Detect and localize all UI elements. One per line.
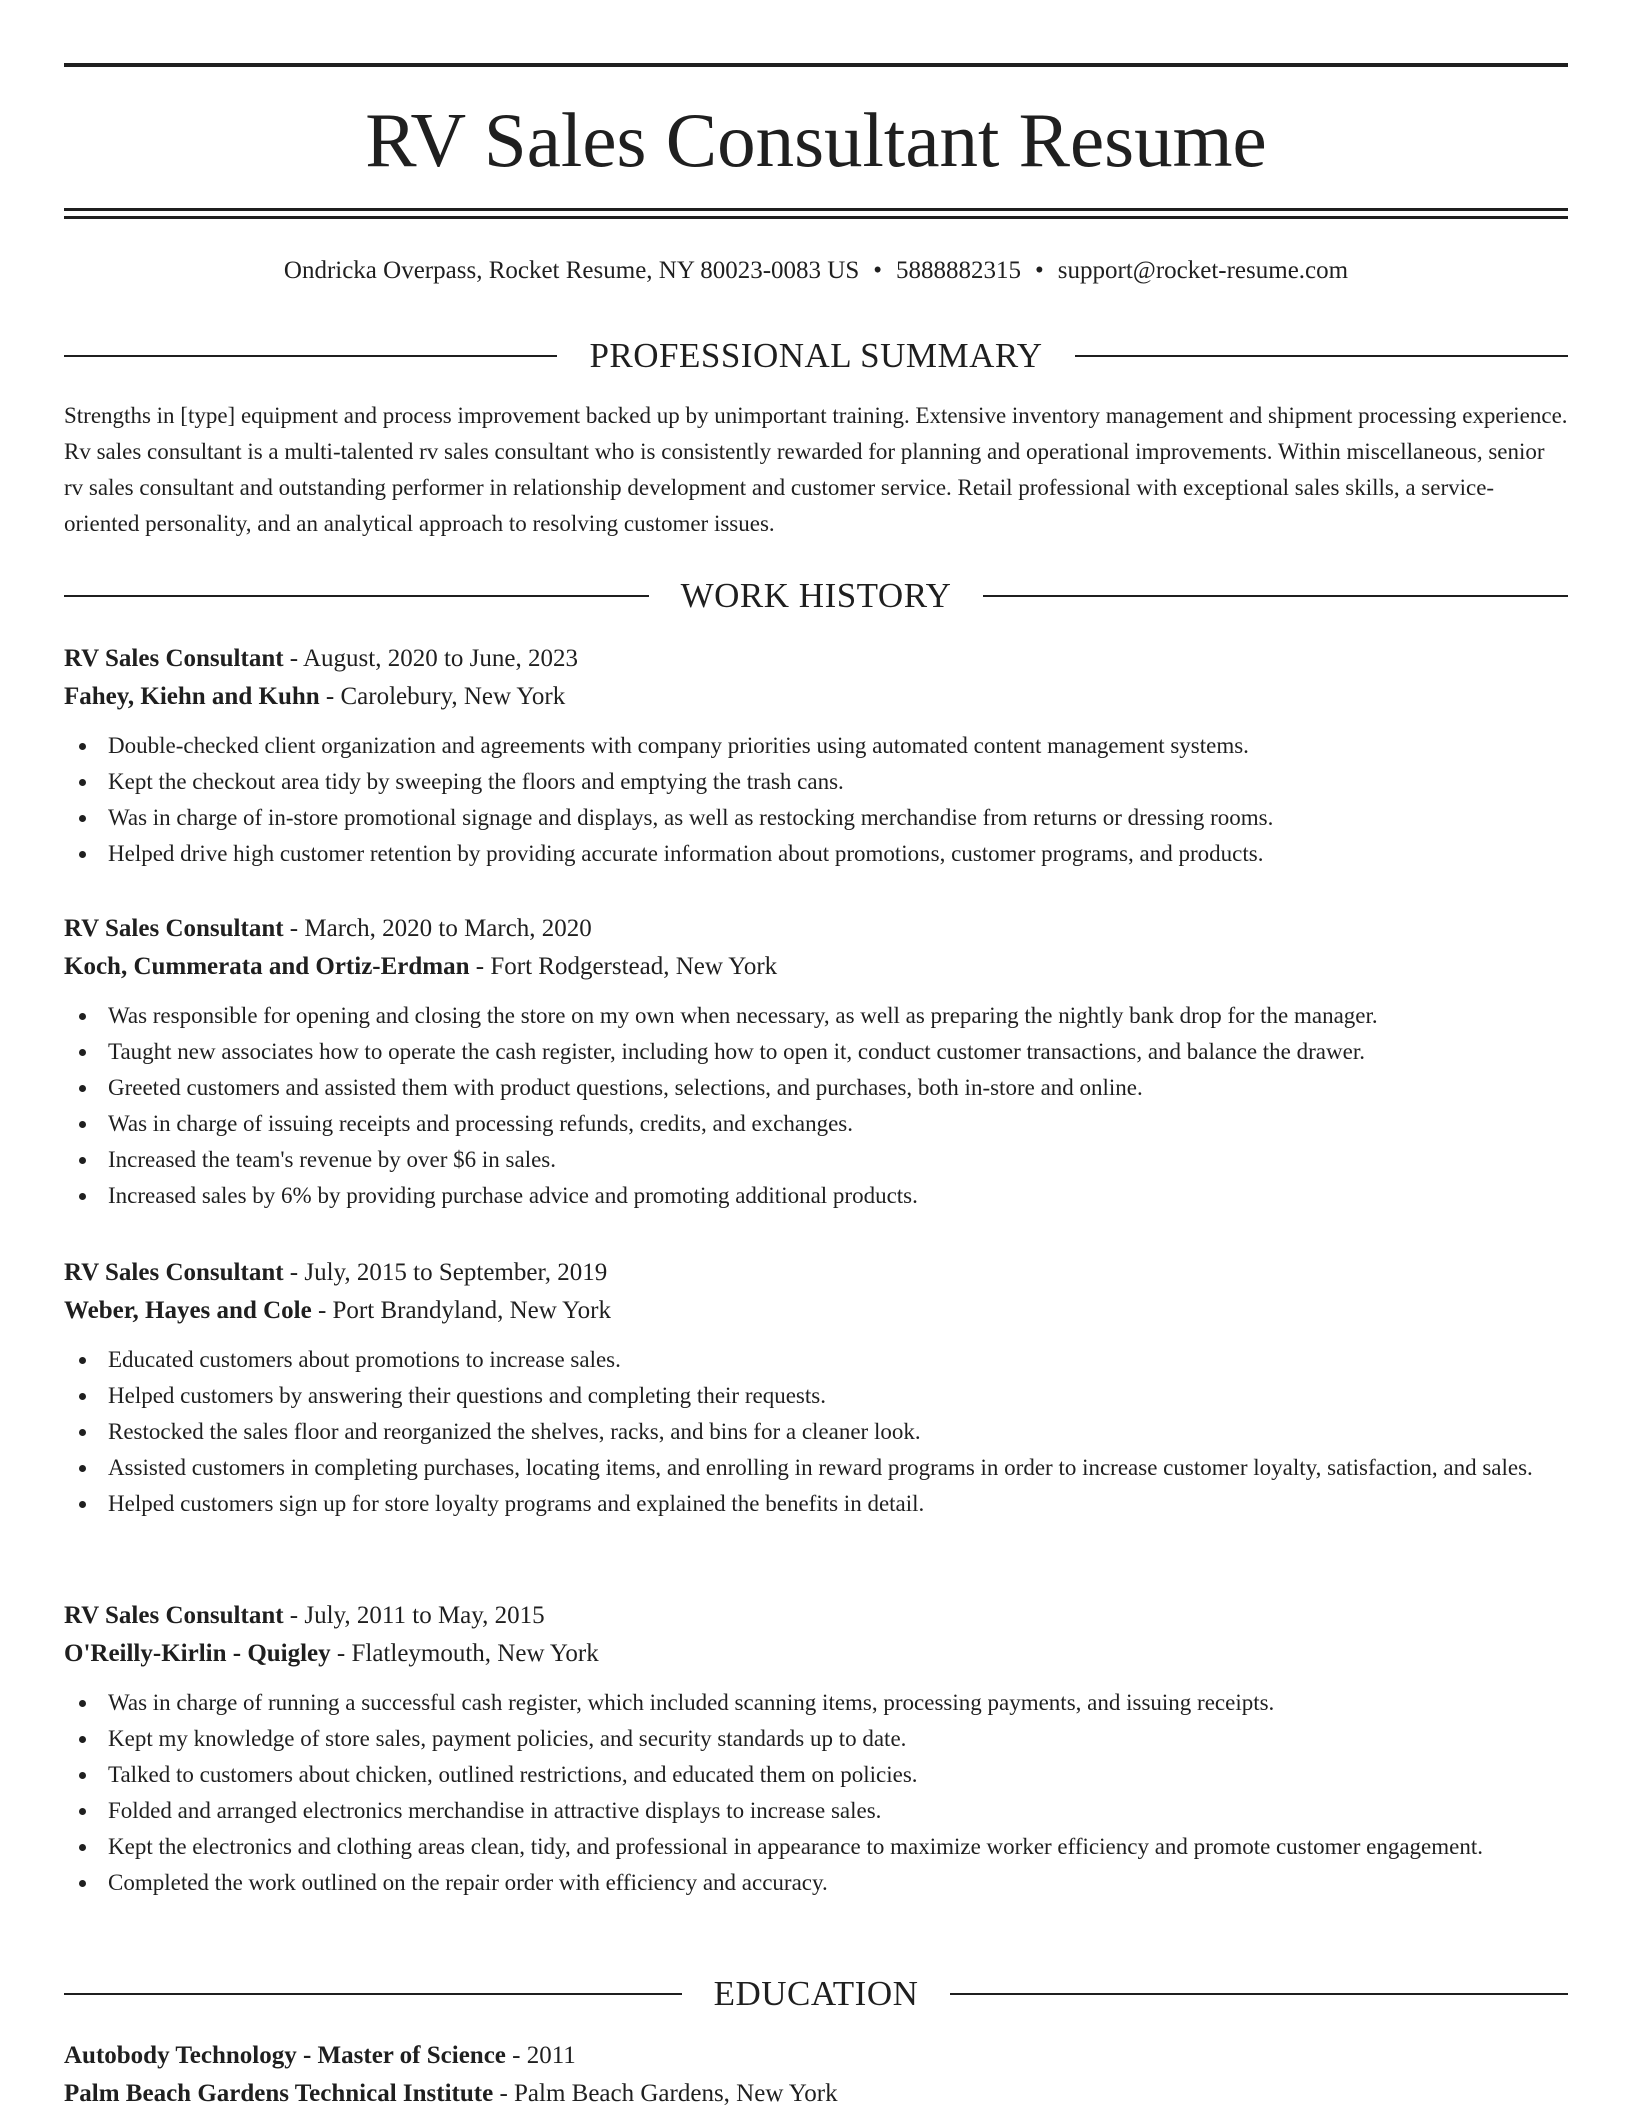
title-divider-upper	[64, 208, 1568, 211]
section-title: PROFESSIONAL SUMMARY	[589, 336, 1043, 375]
job-dates: - August, 2020 to June, 2023	[283, 645, 578, 672]
job-entry	[64, 640, 1568, 872]
duty-item: Educated customers about promotions to increase sales.	[64, 1342, 1568, 1378]
bullet-icon	[79, 1049, 86, 1056]
job-company-line	[64, 948, 1568, 986]
title-divider-lower	[64, 216, 1568, 219]
job-company: Fahey, Kiehn and Kuhn	[64, 683, 320, 710]
contact-phone: 5888882315	[896, 257, 1022, 284]
job-company-line	[64, 1292, 1568, 1330]
bullet-icon	[79, 1736, 86, 1743]
duty-item: Kept my knowledge of store sales, payment policies, and security standards up to date.	[64, 1721, 1568, 1757]
job-location: - Fort Rodgerstead, New York	[469, 953, 778, 980]
job-duties	[64, 728, 1568, 872]
bullet-icon	[79, 1429, 86, 1436]
section-heading-education	[64, 1972, 1568, 2016]
heading-rule-right	[983, 595, 1568, 597]
section-heading-work	[64, 574, 1568, 618]
job-duties	[64, 1342, 1568, 1522]
contact-address: Ondricka Overpass, Rocket Resume, NY 80023-0083 US	[283, 257, 860, 284]
heading-rule-left	[64, 355, 557, 357]
education-degree: Autobody Technology - Master of Science	[64, 2042, 506, 2069]
job-location: - Port Brandyland, New York	[311, 1297, 611, 1324]
education-school: Palm Beach Gardens Technical Institute	[64, 2080, 494, 2107]
heading-rule-left	[64, 595, 649, 597]
job-duties	[64, 998, 1568, 1214]
job-entry	[64, 910, 1568, 1214]
duty-item: Kept the checkout area tidy by sweeping the floors and emptying the trash cans.	[64, 764, 1568, 800]
duty-item: Double-checked client organization and agreements with company priorities using automated content management systems.	[64, 728, 1568, 764]
job-company: O'Reilly-Kirlin - Quigley	[64, 1640, 331, 1667]
contact-email: support@rocket-resume.com	[1057, 257, 1349, 284]
duty-item: Greeted customers and assisted them with product questions, selections, and purchases, both in-store and online.	[64, 1070, 1568, 1106]
job-title: RV Sales Consultant	[64, 1602, 284, 1629]
duty-item: Kept the electronics and clothing areas clean, tidy, and professional in appearance to maximize worker efficiency and promote customer engagement.	[64, 1829, 1568, 1865]
bullet-icon	[79, 1013, 86, 1020]
education-year: - 2011	[505, 2042, 576, 2069]
job-location: - Flatleymouth, New York	[330, 1640, 599, 1667]
duty-item: Restocked the sales floor and reorganized the shelves, racks, and bins for a cleaner look.	[64, 1414, 1568, 1450]
education-school-line	[64, 2075, 1568, 2113]
job-duties	[64, 1685, 1568, 1901]
job-dates: - July, 2015 to September, 2019	[283, 1259, 608, 1286]
duty-item: Was responsible for opening and closing the store on my own when necessary, as well as preparing the nightly bank drop for the manager.	[64, 998, 1568, 1034]
education-location: - Palm Beach Gardens, New York	[493, 2080, 838, 2107]
job-dates: - March, 2020 to March, 2020	[283, 915, 592, 942]
bullet-icon	[79, 1844, 86, 1851]
bullet-icon	[79, 779, 86, 786]
top-divider	[64, 63, 1568, 67]
contact-separator: •	[873, 257, 883, 284]
duty-item: Folded and arranged electronics merchandise in attractive displays to increase sales.	[64, 1793, 1568, 1829]
heading-rule-left	[64, 1993, 682, 1995]
job-company: Weber, Hayes and Cole	[64, 1297, 312, 1324]
bullet-icon	[79, 1357, 86, 1364]
bullet-icon	[79, 851, 86, 858]
job-entry	[64, 1254, 1568, 1522]
bullet-icon	[79, 1465, 86, 1472]
duty-item: Assisted customers in completing purchases, locating items, and enrolling in reward programs in order to increase customer loyalty, satisfaction, and sales.	[64, 1450, 1568, 1486]
resume-title: RV Sales Consultant Resume	[365, 97, 1267, 183]
duty-item: Completed the work outlined on the repair order with efficiency and accuracy.	[64, 1865, 1568, 1901]
duty-item: Helped customers sign up for store loyalty programs and explained the benefits in detail.	[64, 1486, 1568, 1522]
bullet-icon	[79, 1880, 86, 1887]
heading-rule-right	[950, 1993, 1568, 1995]
job-entry	[64, 1597, 1568, 1901]
bullet-icon	[79, 1772, 86, 1779]
duty-item: Was in charge of running a successful cash register, which included scanning items, processing payments, and issuing receipts.	[64, 1685, 1568, 1721]
contact-separator: •	[1035, 257, 1044, 284]
duty-item: Helped customers by answering their questions and completing their requests.	[64, 1378, 1568, 1414]
bullet-icon	[79, 1085, 86, 1092]
section-title: WORK HISTORY	[680, 576, 952, 615]
bullet-icon	[79, 1157, 86, 1164]
heading-rule-right	[1075, 355, 1568, 357]
job-title: RV Sales Consultant	[64, 915, 284, 942]
job-company-line	[64, 678, 1568, 716]
section-heading-summary	[64, 334, 1568, 378]
bullet-icon	[79, 743, 86, 750]
job-title-line	[64, 910, 1568, 948]
job-title-line	[64, 640, 1568, 678]
duty-item: Increased sales by 6% by providing purchase advice and promoting additional products.	[64, 1178, 1568, 1214]
section-title: EDUCATION	[713, 1974, 919, 2013]
duty-item: Taught new associates how to operate the cash register, including how to open it, conduct customer transactions, and balance the drawer.	[64, 1034, 1568, 1070]
duty-item: Increased the team's revenue by over $6 in sales.	[64, 1142, 1568, 1178]
job-title-line	[64, 1254, 1568, 1292]
bullet-icon	[79, 1700, 86, 1707]
bullet-icon	[79, 1808, 86, 1815]
job-company: Koch, Cummerata and Ortiz-Erdman	[64, 953, 470, 980]
bullet-icon	[79, 1393, 86, 1400]
job-title-line	[64, 1597, 1568, 1635]
job-title: RV Sales Consultant	[64, 1259, 284, 1286]
bullet-icon	[79, 1121, 86, 1128]
duty-item: Was in charge of in-store promotional signage and displays, as well as restocking merchandise from returns or dressing rooms.	[64, 800, 1568, 836]
duty-item: Helped drive high customer retention by providing accurate information about promotions, customer programs, and products.	[64, 836, 1568, 872]
duty-item: Was in charge of issuing receipts and processing refunds, credits, and exchanges.	[64, 1106, 1568, 1142]
education-entry	[64, 2037, 1568, 2113]
job-dates: - July, 2011 to May, 2015	[283, 1602, 545, 1629]
education-degree-line	[64, 2037, 1568, 2075]
job-company-line	[64, 1635, 1568, 1673]
bullet-icon	[79, 1193, 86, 1200]
job-title: RV Sales Consultant	[64, 645, 284, 672]
job-location: - Carolebury, New York	[319, 683, 566, 710]
bullet-icon	[79, 815, 86, 822]
duty-item: Talked to customers about chicken, outlined restrictions, and educated them on policies.	[64, 1757, 1568, 1793]
contact-line	[64, 254, 1568, 288]
bullet-icon	[79, 1501, 86, 1508]
professional-summary: Strengths in [type] equipment and process improvement backed up by unimportant training. Extensive inventory management and shipment processing experience. Rv sales consultant is a multi-talented rv sales consultant who is consistently rewarded for planning and operational improvements. Within miscellaneous, senior rv sales consultant and outstanding performer in relationship development and customer service. Retail professional with exceptional sales skills, a service-oriented personality, and an analytical approach to resolving customer issues.	[64, 403, 1568, 536]
